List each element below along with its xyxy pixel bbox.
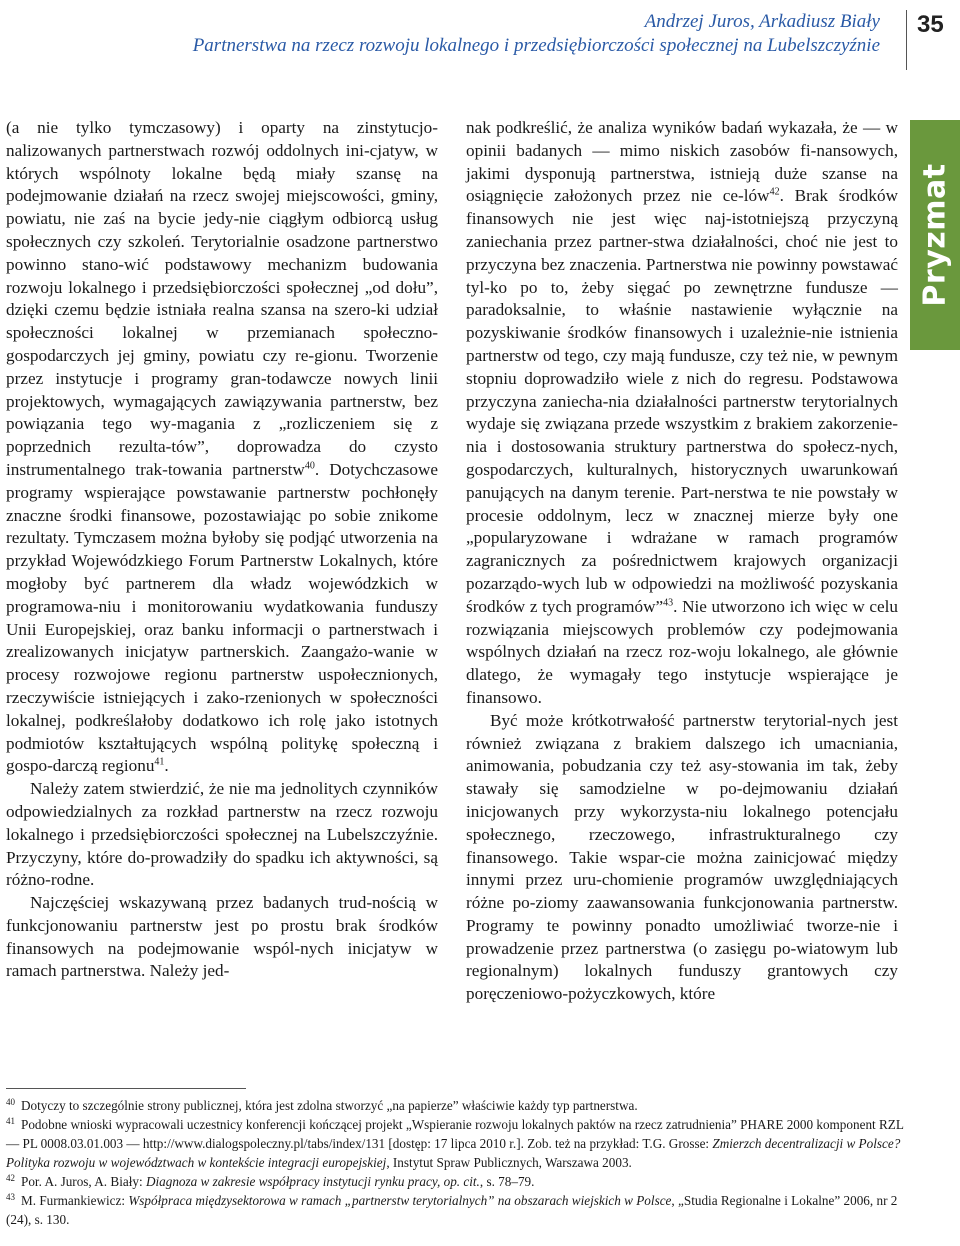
paragraph-text: . (164, 756, 169, 776)
footnote-number: 40 (6, 1096, 15, 1107)
footnote-number: 42 (6, 1172, 15, 1183)
footnotes (6, 1096, 906, 1229)
footnote-divider (6, 1088, 246, 1089)
footnote-ref[interactable]: 40 (304, 460, 315, 472)
paragraph-text: . Dotychczasowe programy wspierające powstawanie partnerstw pochłonęły znaczne środki finansowe, pozostawiając po sobie znikome rezultaty. Tymczasem można byłoby się podjąć utworzenia na przykład Wojewódzkiego Forum Partnerstw Lokalnych, które mogłoby być partnerem dla władz wojewódzkich w programowa-niu i monitorowaniu wydatkowania funduszy Unii Europejskiej, oraz banku informacji o partnerstwach i zrealizowanych inicjatyw partnerskich. Zaangażo-wanie w procesy rozwojowe regionu partnerstw uspołecznionych, rzeczywiście istniejących i zako-rzenionych w społeczności lokalnej, podkreślałoby dodatkowo ich rolę jako istotnych podmiotów kształtujących wspólną politykę społeczną i gospo-darczą regionu (6, 459, 438, 776)
footnote (6, 1096, 906, 1115)
left-column (6, 117, 438, 983)
header-title: Partnerstwa na rzecz rozwoju lokalnego i przedsiębiorczości społecznej na Lubelszczyźnie (192, 35, 880, 56)
footnote-number: 43 (6, 1191, 15, 1202)
paragraph (466, 117, 898, 710)
footnote-text: M. Furmankiewicz: (21, 1193, 129, 1208)
paragraph-text: . Brak środków finansowych nie jest więc naj-istotniejszą przyczyną zaniechania przez partner-stwa działalności, choć nie jest to przyczyna bez znaczenia. Partnerstwa nie powinny powstawać tyl-ko po to, żeby sięgać po zewnętrzne fundusze — paradoksalnie, to właśnie nastawienie wyłącznie na pozyskiwanie środków finansowych i uzależnie-nie istnienia partnerstw od tego, czy mają fundusze, czy też nie, w pewnym stopniu doprowadziło wiele z nich do regresu. Podstawowa przyczyna zaniecha-nia działalności partnerstw terytorialnych wydaje się związana przede wszystkim z brakiem zakorzenie-nia i dostosowania struktury partnerstwa do społecz-nych, gospodarczych, kulturalnych, historycznych uwarunkowań panujących na danym terenie. Part-nerstwa te nie powstały w procesie oddolnym, lecz w znacznej mierze były one „popularyzowane i wdrażane w ramach programów zagranicznych za pośrednictwem krajowych organizacji pozarządo-wych lub w odpowiedzi na możliwość pozyskania środków z tych programów” (466, 186, 898, 616)
footnote (6, 1172, 906, 1191)
right-column (466, 117, 898, 1006)
section-tab-label: Pryzmat (917, 163, 953, 307)
paragraph-text: nak podkreślić, że analiza wyników badań wykazała, że — w opinii badanych — mimo niskich zasobów fi-nansowych, jakimi dysponują partnerstwa, istnieją duże szanse na osiągnięcie założonych przez nie ce-lów (466, 118, 898, 206)
paragraph (6, 117, 438, 778)
paragraph: Być może krótkotrwałość partnerstw terytorial-nych jest również związana z brakiem dalszego ich umacniania, animowania, pobudzania czy też asy-stowania im tak, żeby stawały się samodzielne w po-dejmowaniu działań inicjowanych przy wykorzysta-niu lokalnego potencjału społecznego, rzeczowego, infrastrukturalnego czy finansowego. Takie wspar-cie można zainicjować między innymi przez uru-chomienie programów uwzględniających różne po-ziomy zaawansowania funkcjonowania partnerstw. Programy te powinny ponadto umożliwiać tworze-nie i prowadzenie przez partnerstwa (o zasięgu po-wiatowym lub regionalnym) lokalnych funduszy grantowych czy poręczeniowo-pożyczkowych, które (466, 710, 898, 1004)
footnote-title: Współpraca międzysektorowa w ramach „partnerstw terytorialnych” na obszarach wiejskich w Polsce (128, 1193, 672, 1208)
footnote-ref[interactable]: 42 (769, 186, 780, 198)
paragraph: Najczęściej wskazywaną przez badanych trud-nością w funkcjonowaniu partnerstw jest po prostu brak środków finansowych na podejmowanie wspól-nych inicjatyw w ramach partnerstwa. Należy jed- (6, 893, 438, 981)
footnote-text: Por. A. Juros, A. Biały: (21, 1174, 146, 1189)
paragraph-text: (a nie tylko tymczasowy) i oparty na zinstytucjo-nalizowanych partnerstwach rozwój oddolnych ini-cjatyw, w których wspólnoty lokalne będą miały szansę na podejmowanie działań na rzecz swojej miejscowości, gminy, powiatu, nie zaś na bycie jedy-nie ciągłym odbiorcą usług społecznych czy szkoleń. Terytorialnie osadzone partnerstwo powinno stano-wić podstawowy mechanizm budowania rozwoju lokalnego i przedsiębiorczości społecznej „od dołu”, dzięki czemu będzie istniała realna szansa na szero-ki udział społeczności lokalnej w przemianach społeczno-gospodarczych jej gminy, powiatu czy re-gionu. Tworzenie przez instytucje i programy gran-todawcze nowych linii projektowych, wymagających zawiązywania partnerstw, bez powiązania tego wy-magania z „rozliczeniem się z poprzednich rezulta-tów”, doprowadza do czysto instrumentalnego trak-towania partnerstw (6, 118, 438, 479)
footnote-text: , „Studia Regionalne i Lokalne” 2006, nr 2 (24), s. 130. (6, 1193, 898, 1227)
footnote-title: Zmierzch decentralizacji w Polsce? Polityka rozwoju w województwach w kontekście integracji europejskiej (6, 1136, 901, 1170)
footnote-title: Diagnoza w zakresie współpracy instytucji rynku pracy, op. cit. (145, 1174, 480, 1189)
footnote-number: 41 (6, 1115, 15, 1126)
section-tab (910, 120, 960, 350)
footnote-ref[interactable]: 41 (154, 756, 165, 768)
footnote-text: Podobne wnioski wypracowali uczestnicy konferencji kończącej projekt „Wspieranie rozwoju lokalnych paktów na rzecz zatrudnienia” PHARE 2000 komponent RZL — PL 0008.03.01.003 — http://www.dialogspoleczny.pl/tabs/index/131 [dostęp: 17 lipca 2010 r.]. Zob. też na przykład: T.G. Grosse: (6, 1117, 904, 1151)
footnote (6, 1191, 906, 1229)
footnote-text: , Instytut Spraw Publicznych, Warszawa 2003. (386, 1155, 632, 1170)
paragraph-text: . Nie utworzono ich więc w celu rozwiązania miejscowych problemów czy podejmowania wspólnych działań na rzecz roz-woju lokalnego, ale głównie dlatego, że wymagały tego instytucje wspierające je finansowo. (466, 596, 898, 707)
running-header (120, 10, 880, 58)
paragraph: Należy zatem stwierdzić, że nie ma jednolitych czynników odpowiedzialnych za rozkład partnerstw na rzecz rozwoju lokalnego i przedsiębiorczości społecznej na Lubelszczyźnie. Przyczyny, które do-prowadziły do spadku ich aktywności, są różno-rodne. (6, 779, 438, 890)
header-authors: Andrzej Juros, Arkadiusz Biały (644, 11, 880, 32)
footnote-ref[interactable]: 43 (663, 597, 674, 608)
footnote-text: Dotyczy to szczególnie strony publicznej, która jest zdolna stworzyć „na papierze” właściwie każdy typ partnerstwa. (21, 1098, 638, 1113)
footnote-text: , s. 78–79. (479, 1174, 535, 1189)
footnote (6, 1115, 906, 1172)
page-number: 35 (906, 10, 944, 70)
